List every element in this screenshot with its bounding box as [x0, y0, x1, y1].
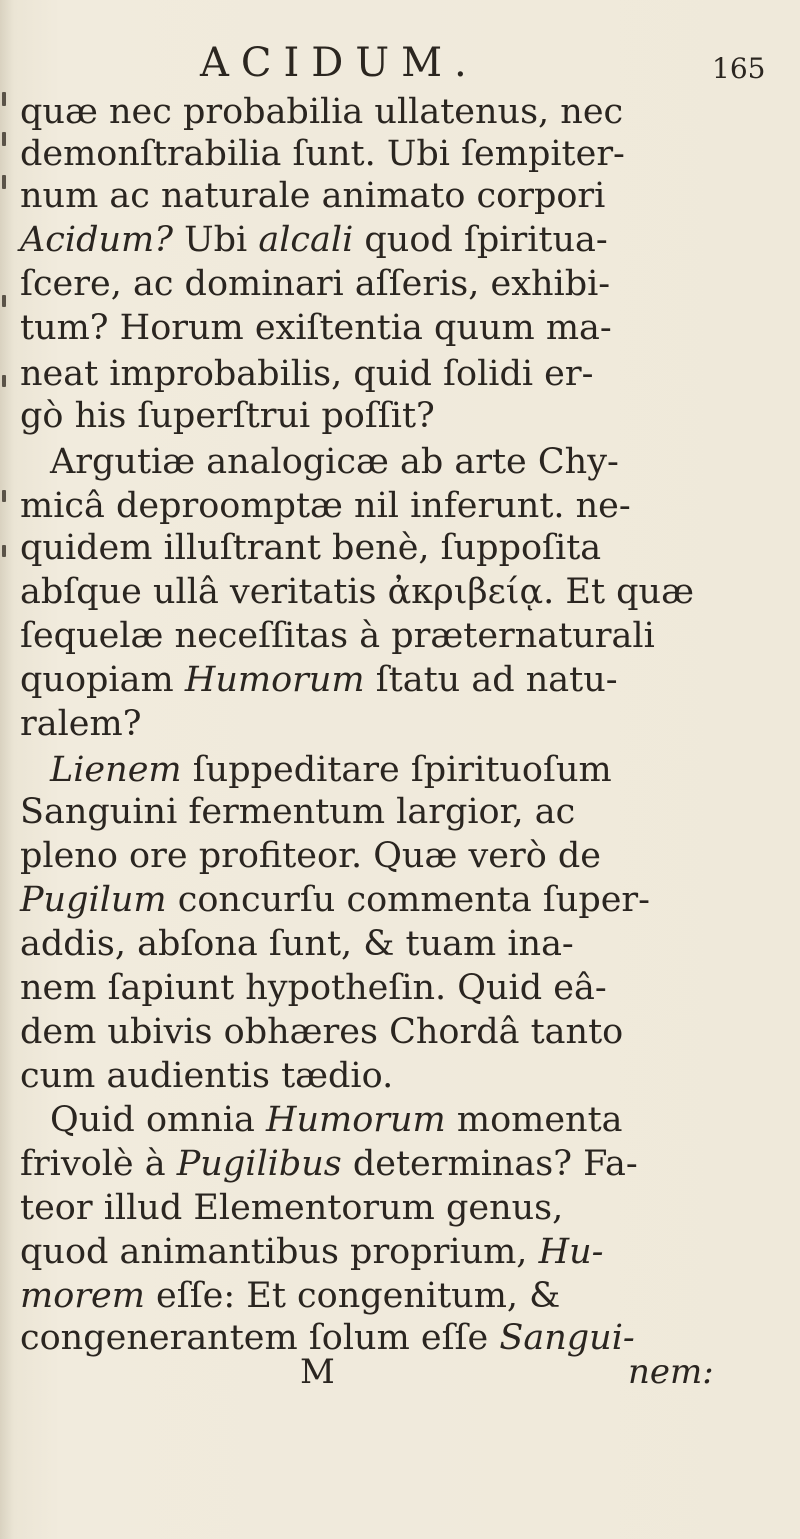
italic-text: Sangui- — [499, 1318, 635, 1358]
italic-text: Humorum — [265, 1100, 446, 1140]
text-line — [20, 264, 610, 304]
gutter-shadow-mark — [2, 132, 6, 146]
text-segment: neat improbabilis, quid ſolidi er- — [20, 354, 594, 394]
text-segment: nem ſapiunt hypotheſin. Quid eâ- — [20, 968, 607, 1008]
text-segment: gò his ſuperſtrui poſſit? — [20, 396, 435, 436]
text-line — [50, 750, 612, 790]
text-line — [20, 486, 631, 526]
text-line — [20, 616, 655, 656]
text-segment: quod ſpiritua- — [353, 220, 608, 260]
text-segment: quæ nec probabilia ullatenus, nec — [20, 92, 624, 132]
text-line — [20, 528, 601, 568]
text-segment: pleno ore profiteor. Quæ verò de — [20, 836, 602, 876]
text-line — [20, 1276, 560, 1316]
text-line — [20, 396, 435, 436]
gutter-shadow-mark — [2, 545, 6, 557]
text-segment: tum? Horum exiſtentia quum ma- — [20, 308, 612, 348]
text-segment: ſequelæ neceſſitas à præternaturali — [20, 616, 655, 656]
text-segment: frivolè à — [20, 1144, 177, 1184]
italic-text: morem — [20, 1276, 145, 1316]
text-line — [20, 220, 608, 260]
running-head: ACIDUM. — [200, 40, 479, 86]
text-line — [20, 92, 623, 132]
gutter-shadow-mark — [2, 375, 6, 387]
italic-text: Pugilibus — [176, 1144, 342, 1184]
text-segment: quod animantibus proprium, — [20, 1232, 539, 1272]
text-line — [20, 1056, 393, 1096]
text-line — [20, 880, 650, 920]
text-segment: ſtatu ad natu- — [364, 660, 618, 700]
italic-text: Acidum? — [20, 220, 173, 260]
text-line — [20, 308, 612, 348]
text-segment: dem ubivis obhæres Chordâ tanto — [20, 1012, 624, 1052]
text-line — [20, 968, 607, 1008]
text-segment: determinas? Fa- — [341, 1144, 638, 1184]
text-segment: eſſe: Et congenitum, & — [144, 1276, 561, 1316]
gutter-shadow-mark — [2, 490, 6, 502]
text-segment: congenerantem ſolum eſſe — [20, 1318, 500, 1358]
text-segment: demonſtrabilia ſunt. Ubi ſempiter- — [20, 134, 625, 174]
italic-text: Lienem — [50, 750, 182, 790]
text-segment: micâ deproomptæ nil inferunt. ne- — [20, 486, 631, 526]
text-segment: abſque ullâ veritatis ἀκριβείᾳ. Et quæ — [20, 572, 694, 612]
text-segment: num ac naturale animato corpori — [20, 176, 606, 216]
signature-mark: M — [300, 1352, 335, 1392]
text-segment: cum audientis tædio. — [20, 1056, 394, 1096]
page-header — [0, 40, 800, 90]
text-line — [20, 1012, 623, 1052]
text-line — [20, 134, 625, 174]
text-line — [20, 176, 605, 216]
gutter-shadow-mark — [2, 175, 6, 189]
text-segment: Sanguini fermentum largior, ac — [20, 792, 576, 832]
text-line — [20, 1232, 603, 1272]
text-segment: quidem illuſtrant benè, ſuppoſita — [20, 528, 602, 568]
text-segment: ſuppeditare ſpirituoſum — [181, 750, 612, 790]
text-segment: Quid omnia — [50, 1100, 266, 1140]
text-line — [20, 1144, 638, 1184]
italic-text: Hu- — [538, 1232, 604, 1272]
text-segment: Ubi — [172, 220, 259, 260]
gutter-shadow-mark — [2, 92, 6, 106]
text-segment: momenta — [445, 1100, 623, 1140]
text-segment: teor illud Elementorum genus, — [20, 1188, 564, 1228]
text-line — [20, 572, 694, 612]
text-line — [20, 836, 601, 876]
text-segment: addis, abſona ſunt, & tuam ina- — [20, 924, 574, 964]
italic-text: alcali — [258, 220, 354, 260]
text-segment: quopiam — [20, 660, 185, 700]
text-segment: ralem? — [20, 704, 142, 744]
text-line — [50, 442, 619, 482]
page-footer — [0, 1352, 800, 1392]
text-segment: concurſu commenta ſuper- — [166, 880, 650, 920]
catchword: nem: — [628, 1352, 714, 1392]
text-line — [20, 1188, 563, 1228]
text-line — [20, 354, 593, 394]
italic-text: Pugilum — [20, 880, 167, 920]
text-segment: ſcere, ac dominari aſſeris, exhibi- — [20, 264, 611, 304]
text-line — [20, 792, 575, 832]
text-line — [50, 1100, 623, 1140]
italic-text: Humorum — [184, 660, 365, 700]
gutter-shadow-mark — [2, 295, 6, 307]
text-line — [20, 924, 574, 964]
text-segment: Argutiæ analogicæ ab arte Chy- — [50, 442, 619, 482]
text-line — [20, 660, 618, 700]
text-line — [20, 704, 141, 744]
page-number: 165 — [712, 52, 766, 85]
